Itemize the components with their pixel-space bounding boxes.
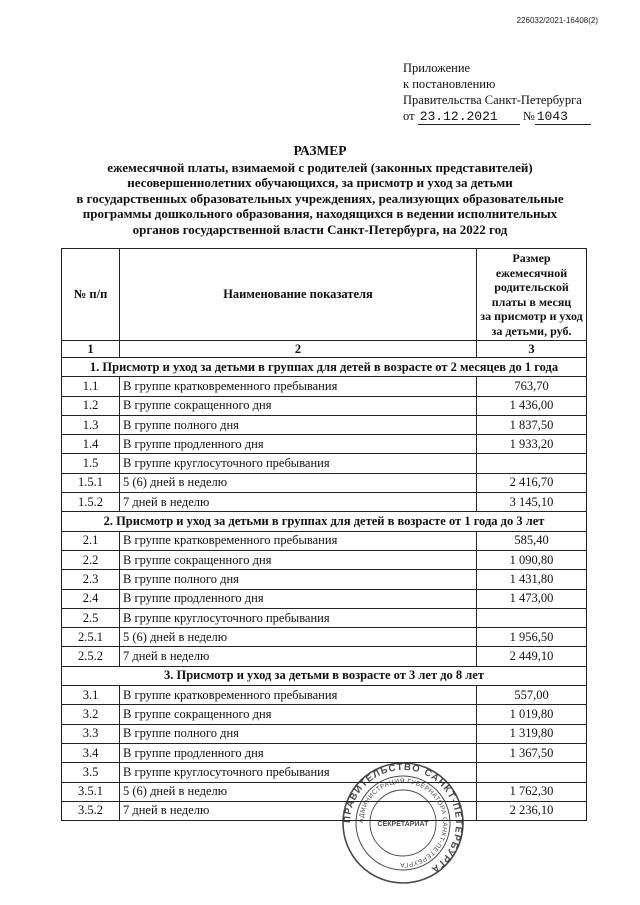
table-header-row — [62, 249, 587, 341]
table-row — [62, 763, 587, 782]
row-number: 1.3 — [62, 415, 120, 434]
appendix-date-line — [403, 108, 591, 125]
row-name: В группе полного дня — [120, 724, 477, 743]
appendix-line-3: Правительства Санкт-Петербурга — [403, 93, 582, 107]
row-number: 2.1 — [62, 531, 120, 550]
fee-table — [61, 248, 587, 821]
table-row — [62, 589, 587, 608]
resolution-date: 23.12.2021 — [418, 110, 520, 125]
section-row — [62, 666, 587, 685]
title-line-5: органов государственной власти Санкт-Петербурга, на 2022 год — [132, 221, 508, 237]
row-value — [477, 454, 587, 473]
row-value: 1 431,80 — [477, 570, 587, 589]
title-line-2: несовершеннолетних обучающихся, за присмотр и уход за детьми — [127, 175, 513, 190]
table-row — [62, 705, 587, 724]
row-number: 3.2 — [62, 705, 120, 724]
row-value: 557,00 — [477, 686, 587, 705]
row-name: 7 дней в неделю — [120, 801, 477, 820]
header-value-line-2: родительской — [494, 280, 569, 294]
header-num: № п/п — [62, 249, 120, 341]
table-row — [62, 570, 587, 589]
row-name: В группе полного дня — [120, 570, 477, 589]
title-line-3: в государственных образовательных учреждениях, реализующих образовательные — [76, 190, 564, 206]
row-name: В группе круглосуточного пребывания — [120, 608, 477, 627]
seal-inner-text: АДМИНИСТРАЦИЯ ГУБЕРНАТОРА САНКТ-ПЕТЕРБУРГА — [357, 777, 449, 869]
table-row — [62, 782, 587, 801]
table-row — [62, 493, 587, 512]
table-row — [62, 743, 587, 762]
row-name: В группе кратковременного пребывания — [120, 686, 477, 705]
section-row — [62, 358, 587, 377]
row-value: 1 367,50 — [477, 743, 587, 762]
table-row — [62, 435, 587, 454]
row-value — [477, 763, 587, 782]
header-value-line-1: Размер ежемесячной — [495, 251, 568, 280]
row-value — [477, 608, 587, 627]
table-row — [62, 473, 587, 492]
row-number: 3.5 — [62, 763, 120, 782]
row-name: 5 (6) дней в неделю — [120, 473, 477, 492]
index-cell-3: 3 — [477, 341, 587, 358]
row-value: 763,70 — [477, 377, 587, 396]
row-value: 1 933,20 — [477, 435, 587, 454]
header-value-line-5: за детьми, руб. — [491, 323, 572, 338]
row-value: 2 449,10 — [477, 647, 587, 666]
row-number: 3.1 — [62, 686, 120, 705]
row-value: 2 416,70 — [477, 473, 587, 492]
row-number: 2.4 — [62, 589, 120, 608]
resolution-number: 1043 — [535, 110, 591, 125]
row-number: 1.5.1 — [62, 473, 120, 492]
table-index-row — [62, 341, 587, 358]
row-name: В группе сокращенного дня — [120, 705, 477, 724]
table-row — [62, 454, 587, 473]
row-value: 1 319,80 — [477, 724, 587, 743]
row-name: В группе сокращенного дня — [120, 396, 477, 415]
row-name: 5 (6) дней в неделю — [120, 628, 477, 647]
title-line-1: ежемесячной платы, взимаемой с родителей (законных представителей) — [107, 159, 533, 175]
row-number: 1.5 — [62, 454, 120, 473]
row-name: 7 дней в неделю — [120, 647, 477, 666]
row-name: В группе полного дня — [120, 415, 477, 434]
row-number: 1.1 — [62, 377, 120, 396]
row-value: 1 956,50 — [477, 628, 587, 647]
section-row — [62, 512, 587, 531]
row-name: В группе продленного дня — [120, 743, 477, 762]
table-row — [62, 550, 587, 569]
row-number: 2.5.2 — [62, 647, 120, 666]
document-id: 226032/2021-16408(2) — [516, 16, 598, 25]
row-name: 5 (6) дней в неделю — [120, 782, 477, 801]
table-row — [62, 724, 587, 743]
row-value: 2 236,10 — [477, 801, 587, 820]
table-row — [62, 608, 587, 627]
row-name: В группе продленного дня — [120, 589, 477, 608]
row-value: 3 145,10 — [477, 493, 587, 512]
number-prefix: № — [522, 109, 535, 123]
row-name: В группе кратковременного пребывания — [120, 377, 477, 396]
row-name: В группе круглосуточного пребывания — [120, 763, 477, 782]
table-row — [62, 531, 587, 550]
row-number: 2.5.1 — [62, 628, 120, 647]
title-line-4: программы дошкольного образования, находящихся в ведении исполнительных — [82, 206, 558, 221]
row-name: В группе кратковременного пребывания — [120, 531, 477, 550]
index-cell-1: 1 — [62, 341, 120, 358]
row-number: 3.5.1 — [62, 782, 120, 801]
row-number: 2.3 — [62, 570, 120, 589]
row-value: 1 090,80 — [477, 550, 587, 569]
appendix-line-2: к постановлению — [403, 77, 496, 91]
row-number: 2.5 — [62, 608, 120, 627]
seal-center-text: СЕКРЕТАРИАТ — [377, 821, 429, 828]
row-number: 2.2 — [62, 550, 120, 569]
appendix-line-1: Приложение — [403, 61, 471, 75]
section-title: 2. Присмотр и уход за детьми в группах для детей в возрасте от 1 года до 3 лет — [62, 512, 587, 531]
row-name: В группе круглосуточного пребывания — [120, 454, 477, 473]
table-row — [62, 801, 587, 820]
row-name: 7 дней в неделю — [120, 493, 477, 512]
row-value: 585,40 — [477, 531, 587, 550]
index-cell-2: 2 — [120, 341, 477, 358]
row-value: 1 473,00 — [477, 589, 587, 608]
document-title — [60, 143, 580, 237]
row-name: В группе продленного дня — [120, 435, 477, 454]
table-row — [62, 377, 587, 396]
row-number: 3.3 — [62, 724, 120, 743]
appendix-block — [403, 60, 591, 125]
row-value: 1 436,00 — [477, 396, 587, 415]
row-value: 1 837,50 — [477, 415, 587, 434]
seal-outer-text: ПРАВИТЕЛЬСТВО САНКТ-ПЕТЕРБУРГА — [342, 762, 464, 876]
header-value-line-4: за присмотр и уход — [480, 309, 583, 323]
row-name: В группе сокращенного дня — [120, 550, 477, 569]
table-row — [62, 628, 587, 647]
section-title: 1. Присмотр и уход за детьми в группах для детей в возрасте от 2 месяцев до 1 года — [62, 358, 587, 377]
table-row — [62, 396, 587, 415]
title-main: РАЗМЕР — [293, 143, 347, 158]
row-number: 1.5.2 — [62, 493, 120, 512]
header-value-line-3: платы в месяц — [491, 294, 572, 309]
table-row — [62, 686, 587, 705]
row-value: 1 762,30 — [477, 782, 587, 801]
row-number: 1.2 — [62, 396, 120, 415]
header-value — [477, 249, 587, 341]
section-title: 3. Присмотр и уход за детьми в возрасте от 3 лет до 8 лет — [62, 666, 587, 685]
row-number: 1.4 — [62, 435, 120, 454]
row-number: 3.5.2 — [62, 801, 120, 820]
row-number: 3.4 — [62, 743, 120, 762]
header-name: Наименование показателя — [120, 249, 477, 341]
date-prefix: от — [403, 109, 415, 123]
table-row — [62, 647, 587, 666]
row-value: 1 019,80 — [477, 705, 587, 724]
table-row — [62, 415, 587, 434]
